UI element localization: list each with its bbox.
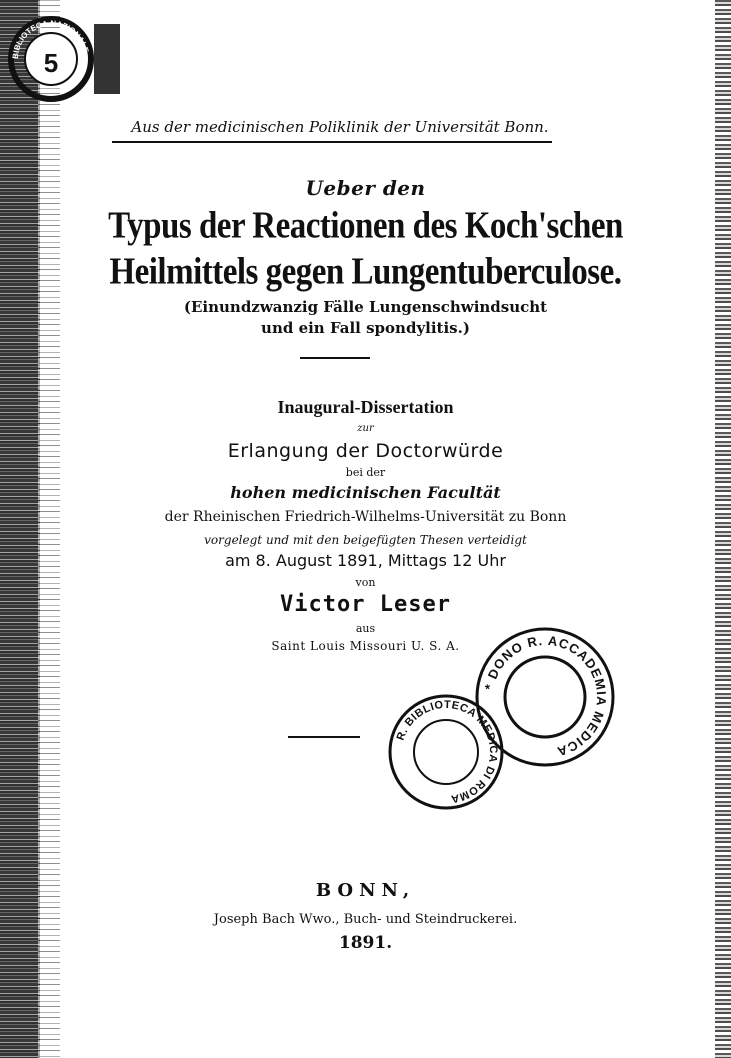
author-name: Victor Leser (280, 592, 451, 617)
connector-zur: zur (357, 423, 374, 434)
faculty-name: hohen medicinischen Facultät (230, 483, 501, 502)
title-pre: Ueber den (305, 176, 426, 200)
university-name: der Rheinischen Friedrich-Wilhelms-Universität zu Bonn (164, 509, 567, 525)
imprint-city: BONN, (315, 880, 416, 901)
dissertation-purpose: Erlangung der Doctorwürde (227, 440, 504, 462)
defense-note: vorgelegt und mit den beigefügten Thesen verteidigt (204, 533, 527, 547)
divider-rule (300, 357, 370, 359)
library-stamp-text: BIBLIOTECA NAZIONALE (10, 18, 91, 60)
roma-stamp (384, 690, 508, 814)
connector-aus: aus (355, 622, 376, 635)
roma-stamp-text: R. BIBLIOTECA MEDICA DI ROMA (394, 698, 500, 805)
header-rule (112, 141, 552, 143)
library-stamp-mark: 5 (43, 48, 59, 78)
author-origin: Saint Louis Missouri U. S. A. (271, 639, 460, 653)
connector-von: von (355, 576, 376, 589)
imprint-publisher: Joseph Bach Wwo., Buch- und Steindruckerei. (213, 912, 518, 927)
accademia-stamp-text: * DONO R. ACCADEMIA MEDICA (481, 632, 610, 760)
dissertation-type: Inaugural-Dissertation (277, 397, 454, 417)
subtitle-line-1: (Einundzwanzig Fälle Lungenschwindsucht (183, 298, 548, 316)
library-stamp (6, 14, 124, 104)
divider-rule-2 (288, 736, 360, 738)
title-line-2: Heilmittels gegen Lungentuberculose. (109, 251, 622, 293)
connector-bei-der: bei der (345, 466, 386, 479)
subtitle-line-2: und ein Fall spondylitis.) (261, 319, 470, 337)
imprint-year: 1891. (338, 933, 393, 953)
institution-header: Aus der medicinischen Poliklinik der Universität Bonn. (131, 118, 549, 136)
defense-date: am 8. August 1891, Mittags 12 Uhr (225, 551, 506, 570)
svg-text:R. BIBLIOTECA MEDICA DI ROMA (395, 699, 499, 805)
title-line-1: Typus der Reactionen des Koch'schen (108, 205, 623, 247)
